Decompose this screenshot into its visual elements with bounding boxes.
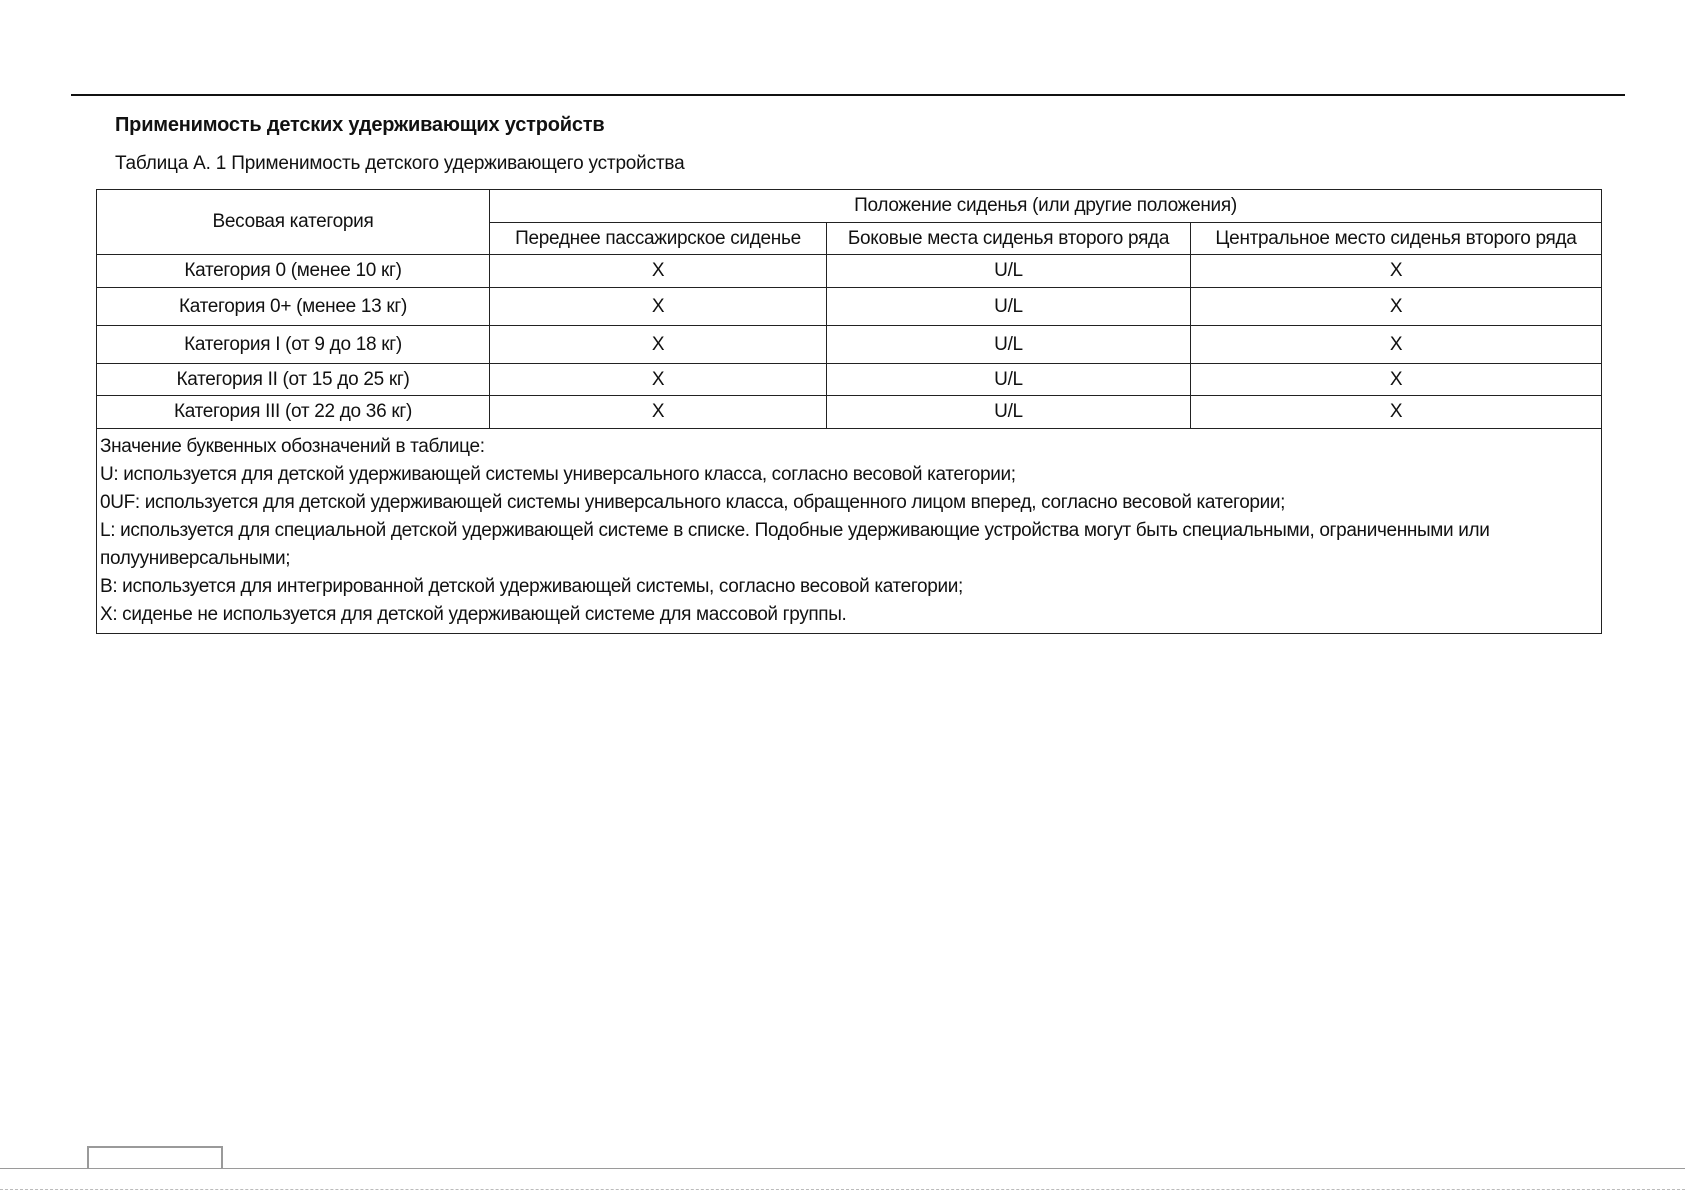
cell-second-row-side: U/L — [827, 326, 1191, 364]
col-header-second-row-center: Центральное место сиденья второго ряда — [1191, 223, 1602, 255]
row-category: Категория 0 (менее 10 кг) — [97, 255, 490, 288]
section-heading: Применимость детских удерживающих устройств — [115, 114, 605, 136]
cell-second-row-side: U/L — [827, 364, 1191, 396]
cell-front-passenger: X — [490, 255, 827, 288]
table-header-row — [97, 190, 1602, 223]
cell-second-row-center: X — [1191, 396, 1602, 429]
table-notes-row — [97, 429, 1602, 634]
legend-title: Значение буквенных обозначений в таблице: — [100, 436, 485, 457]
row-category: Категория I (от 9 до 18 кг) — [97, 326, 490, 364]
legend-item-u: U: используется для детской удерживающей системы универсального класса, согласно весовой категории; — [100, 464, 1016, 485]
cell-second-row-center: X — [1191, 288, 1602, 326]
footer-rule — [0, 1168, 1685, 1169]
cell-second-row-side: U/L — [827, 288, 1191, 326]
cell-front-passenger: X — [490, 364, 827, 396]
table-caption: Таблица А. 1 Применимость детского удерживающего устройства — [115, 153, 685, 174]
weight-category-header: Весовая категория — [97, 190, 490, 255]
table-row — [97, 326, 1602, 364]
row-category: Категория III (от 22 до 36 кг) — [97, 396, 490, 429]
legend-item-x: X: сиденье не используется для детской удерживающей системе для массовой группы. — [100, 604, 847, 625]
cell-second-row-side: U/L — [827, 396, 1191, 429]
cell-second-row-center: X — [1191, 255, 1602, 288]
table-row — [97, 364, 1602, 396]
table-row — [97, 396, 1602, 429]
cell-second-row-center: X — [1191, 326, 1602, 364]
legend-item-0uf: 0UF: используется для детской удерживающей системы универсального класса, обращенного лицом вперед, согласно весовой категории; — [100, 492, 1286, 513]
row-category: Категория II (от 15 до 25 кг) — [97, 364, 490, 396]
cell-second-row-side: U/L — [827, 255, 1191, 288]
table-row — [97, 288, 1602, 326]
cell-front-passenger: X — [490, 288, 827, 326]
legend-item-l: L: используется для специальной детской удерживающей системе в списке. Подобные удерживающие устройства могут быть специальными, ограниченными или полууниверсальными; — [100, 520, 1490, 569]
child-restraint-table — [96, 189, 1602, 634]
header-rule — [71, 94, 1625, 96]
col-header-second-row-side: Боковые места сиденья второго ряда — [827, 223, 1191, 255]
seat-position-header: Положение сиденья (или другие положения) — [490, 190, 1602, 223]
cell-front-passenger: X — [490, 396, 827, 429]
col-header-front-passenger: Переднее пассажирское сиденье — [490, 223, 827, 255]
page-edge-dashes — [0, 1189, 1685, 1190]
cell-front-passenger: X — [490, 326, 827, 364]
cell-second-row-center: X — [1191, 364, 1602, 396]
legend-item-b: B: используется для интегрированной детской удерживающей системы, согласно весовой категории; — [100, 576, 963, 597]
legend-notes — [97, 429, 1602, 634]
page-number-tab — [87, 1146, 223, 1168]
table-row — [97, 255, 1602, 288]
row-category: Категория 0+ (менее 13 кг) — [97, 288, 490, 326]
